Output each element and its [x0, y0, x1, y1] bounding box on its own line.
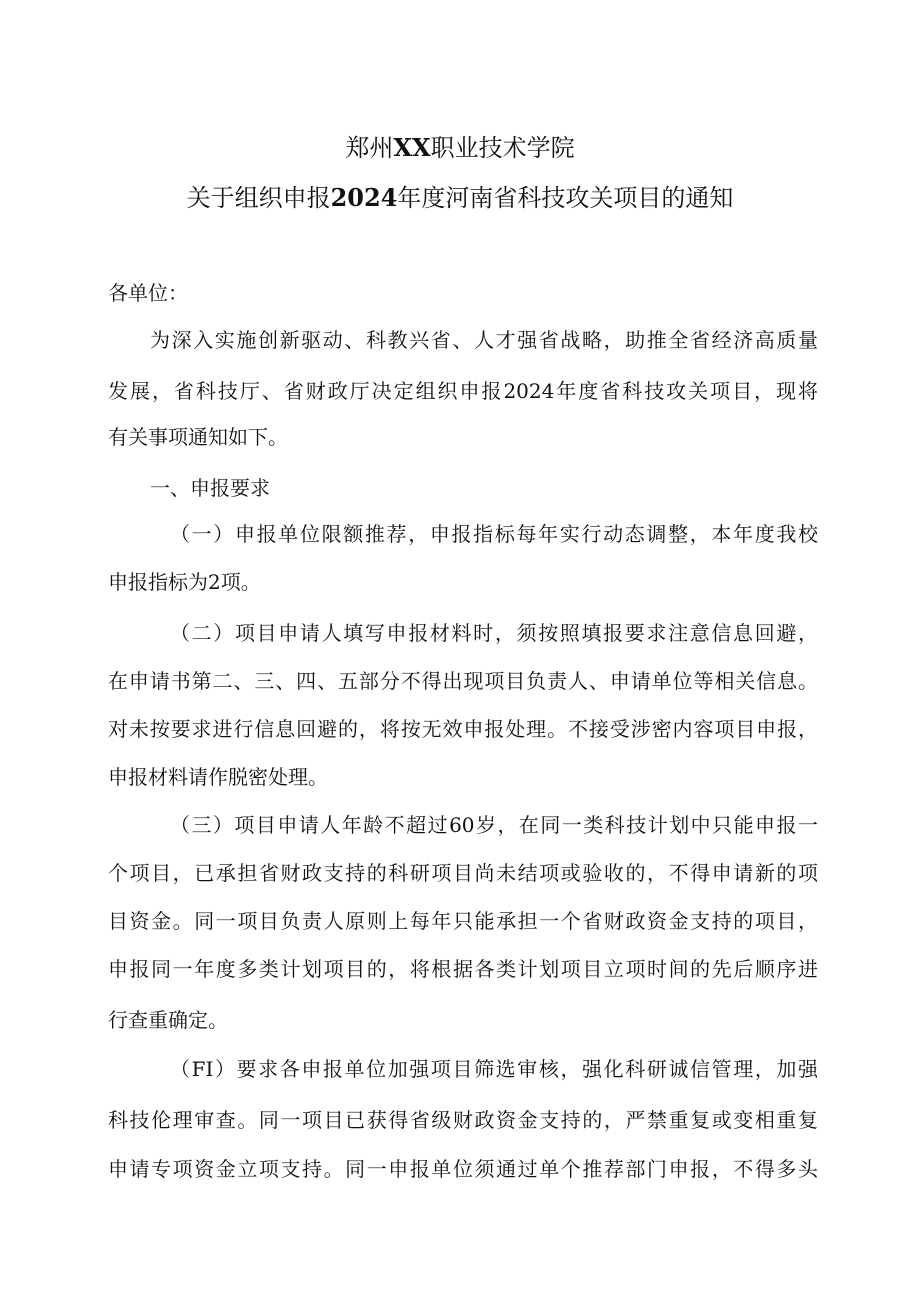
salutation: 各单位： — [108, 281, 188, 305]
body-line: （FI）要求各申报单位加强项目筛选审核，强化科研诚信管理，加强 — [170, 1057, 818, 1081]
title-line-2-bold: 2024 — [330, 183, 398, 212]
title-line-2-suffix: 年度河南省科技攻关项目的通知 — [397, 184, 734, 212]
body-line: 申报同一年度多类计划项目的，将根据各类计划项目立项时间的先后顺序进 — [108, 957, 818, 981]
title-line-2-prefix: 关于组织申报 — [186, 184, 331, 212]
body-line: （三）项目申请人年龄不超过60岁，在同一类科技计划中只能申报一 — [170, 813, 818, 837]
body-line: 目资金。同一项目负责人原则上每年只能承担一个省财政资金支持的项目， — [108, 909, 818, 933]
body-line: 个项目，已承担省财政支持的科研项目尚未结项或验收的，不得申请新的项 — [108, 861, 818, 885]
title-line-1-suffix: 职业技术学院 — [430, 134, 575, 162]
body-line: 在申请书第二、三、四、五部分不得出现项目负责人、申请单位等相关信息。 — [108, 669, 818, 693]
document-title-line-1 — [0, 132, 920, 164]
title-line-1-prefix: 郑州 — [345, 134, 394, 162]
section-heading: 一、申报要求 — [150, 476, 270, 500]
body-line: 对未按要求进行信息回避的，将按无效申报处理。不接受涉密内容项目申报， — [108, 717, 818, 741]
title-line-1-bold: XX — [393, 133, 431, 162]
body-line: 申报指标为2项。 — [108, 570, 261, 594]
body-line: 为深入实施创新驱动、科教兴省、人才强省战略，助推全省经济高质量 — [150, 328, 818, 352]
body-line: 有关事项通知如下。 — [108, 425, 288, 449]
body-line: 申报材料请作脱密处理。 — [108, 765, 328, 789]
body-line: 发展，省科技厅、省财政厅决定组织申报2024年度省科技攻关项目，现将 — [108, 379, 818, 403]
document-title-line-2 — [0, 182, 920, 214]
body-line: 申请专项资金立项支持。同一申报单位须通过单个推荐部门申报，不得多头 — [108, 1157, 818, 1181]
body-line: （二）项目申请人填写申报材料时，须按照填报要求注意信息回避， — [170, 621, 818, 645]
body-line: 行查重确定。 — [108, 1008, 228, 1032]
body-line: 科技伦理审查。同一项目已获得省级财政资金支持的，严禁重复或变相重复 — [108, 1108, 818, 1132]
body-line: （一）申报单位限额推荐，申报指标每年实行动态调整，本年度我校 — [170, 522, 818, 546]
